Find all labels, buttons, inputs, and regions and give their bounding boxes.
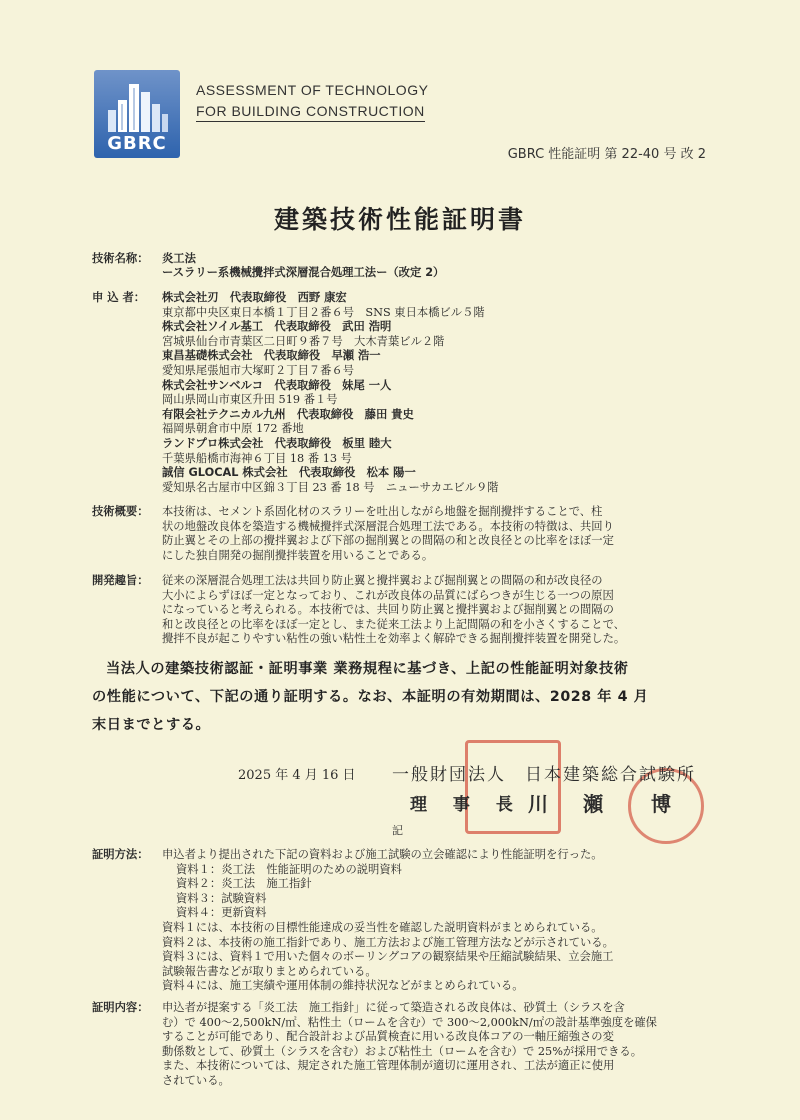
- applicant-address: 愛知県名古屋市中区錦３丁目 23 番 18 号 ニューサカエビル９階: [162, 480, 499, 494]
- content-text: [162, 1001, 718, 1089]
- purpose-line: 従来の深層混合処理工法は共回り防止翼と攪拌翼および掘削翼との間隔の和が改良径の: [162, 574, 603, 587]
- method-line: 申込者より提出された下記の資料および施工試験の立会確認により性能証明を行った。: [162, 848, 603, 861]
- certificate-number: GBRC 性能証明 第 22-40 号 改 2: [507, 147, 706, 162]
- applicant-name: 株式会社刃 代表取締役 西野 康宏: [162, 291, 347, 304]
- method-line: 資料２は、本技術の施工指針であり、施工方法および施工管理方法などが示されている。: [162, 935, 614, 949]
- applicant-name: 東昌基礎株式会社 代表取締役 早瀬 浩一: [162, 349, 381, 363]
- document-title: 建築技術性能証明書: [273, 205, 526, 234]
- applicant-address: 宮城県仙台市青葉区二日町９番７号 大木青葉ビル２階: [162, 334, 445, 348]
- content-line: む）で 400～2,500kN/㎡、粘性土（ロームを含む）で 300～2,000kN/㎡の設計基準強度を確保: [162, 1015, 657, 1029]
- content-line: また、本技術については、規定された施工管理体制が適切に運用され、工法が適正に使用: [162, 1059, 615, 1073]
- applicant-name: 有限会社テクニカル九州 代表取締役 藤田 貴史: [162, 407, 414, 421]
- applicant-address: 岡山県岡山市東区升田 519 番１号: [162, 393, 338, 407]
- method-text: [162, 848, 718, 994]
- purpose-label: 開発趣旨：: [92, 574, 149, 587]
- square-seal-stamp: [465, 740, 561, 834]
- content-line: されている。: [162, 1073, 230, 1087]
- applicant-entry: [162, 291, 718, 320]
- org-name-line1: ASSESSMENT OF TECHNOLOGY: [196, 82, 429, 98]
- overview-line: 防止翼とその上部の攪拌翼および下部の掘削翼との間隔の和と改良径との比率をほぼ一定: [162, 534, 614, 548]
- applicant-name: 株式会社サンベルコ 代表取締役 妹尾 一人: [162, 378, 392, 392]
- method-label: 証明方法：: [92, 848, 149, 861]
- content-line: 申込者が提案する「炎工法 施工指針」に従って築造される改良体は、砂質土（シラスを含: [162, 1001, 625, 1014]
- method-line: 資料３：試験資料: [176, 891, 267, 905]
- applicant-entry: [162, 379, 718, 408]
- purpose-text: [162, 574, 718, 647]
- applicant-address: 福岡県朝倉市中原 172 番地: [162, 422, 304, 436]
- content-line: することが可能であり、配合設計および品質検査に用いる改良体コアの一軸圧縮強さの変: [162, 1030, 614, 1044]
- content-label: 証明内容：: [92, 1001, 149, 1014]
- method-line: 試験報告書などが取りまとめられている。: [162, 964, 377, 978]
- method-line: 資料１：炎工法 性能証明のための説明資料: [176, 862, 402, 876]
- tech-name-label: 技術名称：: [92, 252, 149, 265]
- applicant-entry: [162, 466, 718, 495]
- certification-statement: [92, 655, 722, 739]
- method-line: 資料２：炎工法 施工指針: [176, 877, 312, 891]
- method-line: 資料４には、施工実績や運用体制の維持状況などがまとめられている。: [162, 979, 524, 993]
- applicant-name: ランドプロ株式会社 代表取締役 板里 睦大: [162, 436, 392, 450]
- issuer-title: 理 事 長: [410, 795, 523, 815]
- method-line: 資料３には、資料１で用いた個々のボーリングコアの観察結果や圧縮試験結果、立会施工: [162, 950, 614, 964]
- method-line: 資料１には、本技術の目標性能達成の妥当性を確認した説明資料がまとめられている。: [162, 920, 603, 934]
- purpose-line: 和と改良径との比率をほぼ一定とし、また従来工法より上記間隔の和を小さくすることで、: [162, 617, 625, 631]
- gbrc-logo: [94, 70, 180, 158]
- applicant-address: 東京都中央区東日本橋１丁目２番６号 SNS 東日本橋ビル５階: [162, 305, 485, 319]
- statement-line: の性能について、下記の通り証明する。なお、本証明の有効期間は、2028 年 4 月: [92, 689, 649, 705]
- purpose-line: 攪拌不良が起こりやすい粘性の強い粘性土を効率よく解砕できる掘削攪拌装置を開発した。: [162, 632, 626, 646]
- purpose-line: 大小によらずほぼ一定となっており、これが改良体の品質にばらつきが生じる一つの原因: [162, 588, 614, 602]
- logo-text: GBRC: [107, 133, 167, 154]
- applicant-address: 千葉県船橋市海神６丁目 18 番 13 号: [162, 451, 352, 465]
- org-name-line2: FOR BUILDING CONSTRUCTION: [196, 103, 425, 122]
- issue-date: 2025 年 4 月 16 日: [238, 768, 356, 783]
- issuer-organization: 一般財団法人 日本建築総合試験所: [392, 765, 696, 785]
- tech-name-line2: ースラリー系機械攪拌式深層混合処理工法ー（改定 2）: [162, 266, 445, 279]
- overview-text: [162, 505, 718, 563]
- applicant-entry: [162, 408, 718, 437]
- statement-line: 末日までとする。: [92, 717, 211, 733]
- overview-line: 状の地盤改良体を築造する機械攪拌式深層混合処理工法である。本技術の特徴は、共回り: [162, 519, 614, 533]
- overview-label: 技術概要：: [92, 505, 149, 518]
- tech-name-line1: 炎工法: [162, 252, 196, 265]
- overview-line: にした独自開発の掘削攪拌装置を用いることである。: [162, 548, 434, 562]
- issuer-name: 川 瀬 博: [528, 792, 685, 816]
- applicant-entry: [162, 349, 718, 378]
- statement-line: 当法人の建築技術認証・証明事業 業務規程に基づき、上記の性能証明対象技術: [106, 661, 629, 677]
- applicant-name: 誠信 GLOCAL 株式会社 代表取締役 松本 陽一: [162, 466, 416, 480]
- applicant-entry: [162, 437, 718, 466]
- ki-heading: 記: [392, 824, 403, 837]
- applicant-name: 株式会社ソイル基工 代表取締役 武田 浩明: [162, 320, 392, 334]
- applicant-list: [162, 291, 718, 495]
- content-line: 動係数として、砂質土（シラスを含む）および粘性土（ロームを含む）で 25%が採用できる。: [162, 1044, 643, 1058]
- applicant-entry: [162, 320, 718, 349]
- applicants-label: 申 込 者：: [92, 291, 146, 304]
- overview-line: 本技術は、セメント系固化材のスラリーを吐出しながら地盤を掘削攪拌することで、柱: [162, 505, 603, 518]
- purpose-line: になっていると考えられる。本技術では、共回り防止翼と攪拌翼および掘削翼との間隔の: [162, 603, 614, 617]
- applicant-address: 愛知県尾張旭市大塚町２丁目７番６号: [162, 363, 355, 377]
- method-line: 資料４：更新資料: [176, 906, 267, 920]
